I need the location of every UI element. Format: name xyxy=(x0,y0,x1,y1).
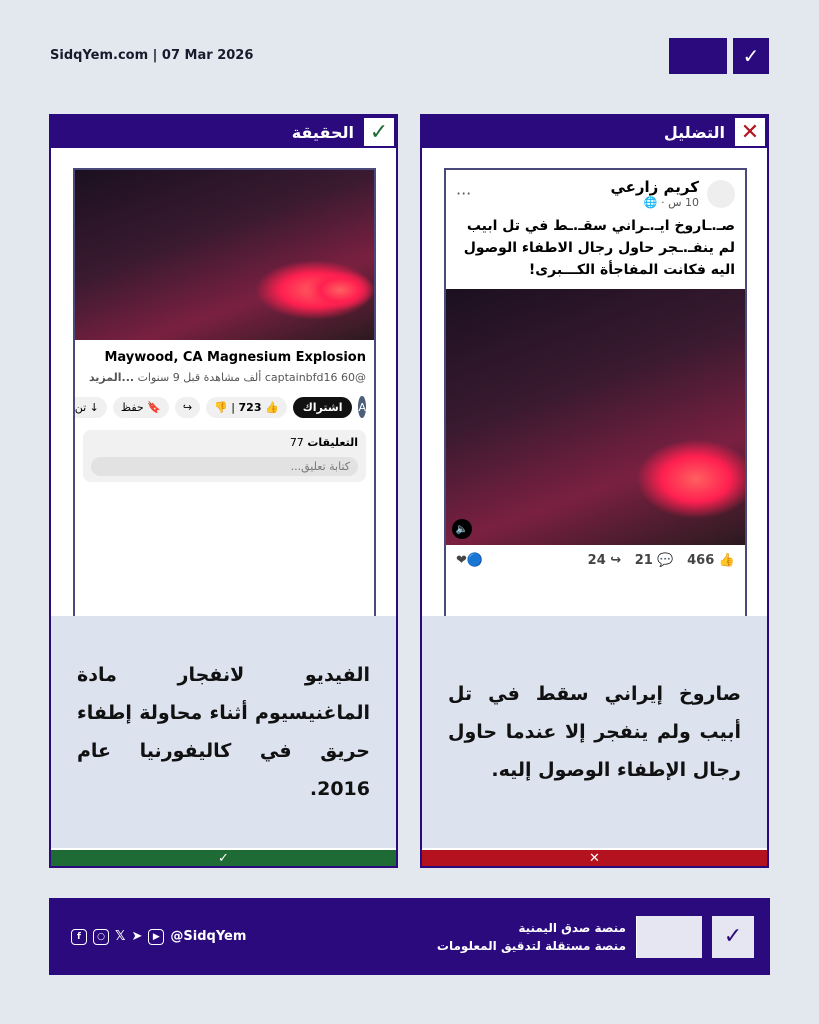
x-icon[interactable]: 𝕏 xyxy=(115,929,126,944)
check-icon: ✓ xyxy=(362,116,396,148)
like-button[interactable]: 👍 723 | 👎 xyxy=(206,397,287,418)
facebook-screenshot: كريم زارعي 10 س · 🌐 ··· صـ.ـاروخ ايـ.ـراني سقـ.ـط في تل ابيب لم ينفـ.ـجر حاول رجال الاطفاء الوصول اليه فكانت المفاجأة الكـــبرى! 🔈 ❤🔵 24 ↪ 21 💬 466 👍 xyxy=(444,168,747,626)
youtube-screenshot xyxy=(73,168,376,626)
post-video[interactable] xyxy=(446,289,745,545)
truth-caption: الفيديو لانفجار مادة الماغنيسيوم أثناء محاولة إطفاء حريق في كاليفورنيا عام 2016. xyxy=(51,616,396,848)
x-icon: ✕ xyxy=(733,116,767,148)
comments-section xyxy=(83,430,366,482)
post-text: صـ.ـاروخ ايـ.ـراني سقـ.ـط في تل ابيب لم ينفـ.ـجر حاول رجال الاطفاء الوصول اليه فكانت المفاجأة الكـــبرى! xyxy=(463,218,735,278)
post-time: 10 س · xyxy=(657,196,699,209)
check-icon: ✓ xyxy=(51,850,396,866)
channel-handle[interactable]: @captainbfd16 xyxy=(264,371,366,384)
truth-label: الحقيقة xyxy=(291,122,354,142)
comment-input[interactable]: كتابة تعليق... xyxy=(91,457,358,476)
site-date: SidqYem.com | 07 Mar 2026 xyxy=(50,48,254,63)
check-icon: ✓ xyxy=(733,38,769,74)
check-icon: ✓ xyxy=(712,916,754,958)
fake-caption: صاروخ إيراني سقط في تل أبيب ولم ينفجر إلا عندما حاول رجال الإطفاء الوصول إليه. xyxy=(422,616,767,848)
comment-count[interactable]: 21 xyxy=(634,553,653,568)
comments-count: 77 xyxy=(289,436,304,449)
more-link[interactable]: ...المزيد xyxy=(88,371,135,384)
instagram-icon[interactable]: ○ xyxy=(93,929,109,945)
facebook-icon[interactable]: f xyxy=(71,929,87,945)
brand-name: منصة صدق اليمنية xyxy=(518,920,626,935)
reactions-icon[interactable]: ❤🔵 xyxy=(456,553,484,568)
logo-mark xyxy=(636,916,702,958)
subscribe-button[interactable]: اشتراك xyxy=(293,397,353,418)
like-count: 723 xyxy=(238,400,262,414)
share-button[interactable]: ↪ xyxy=(175,397,200,418)
fake-panel xyxy=(420,114,769,868)
brand-tagline: منصة مستقلة لتدقيق المعلومات xyxy=(436,938,626,953)
fake-label: التضليل xyxy=(663,122,725,142)
share-count[interactable]: 24 xyxy=(587,553,606,568)
channel-avatar[interactable]: A xyxy=(358,396,366,418)
comments-label: التعليقات xyxy=(307,436,358,449)
video-meta: 60 ألف مشاهدة قبل 9 سنوات xyxy=(137,371,355,384)
brand-logo xyxy=(669,38,769,74)
download-button[interactable]: ↓ تن xyxy=(73,397,107,418)
footer xyxy=(49,898,770,975)
like-count[interactable]: 466 xyxy=(687,553,715,568)
truth-panel xyxy=(49,114,398,868)
x-icon: ✕ xyxy=(422,850,767,866)
author-avatar[interactable] xyxy=(707,180,735,208)
social-handle: @SidqYem xyxy=(170,929,247,944)
more-options-icon[interactable]: ··· xyxy=(456,184,472,203)
logo-mark xyxy=(669,38,727,74)
youtube-icon[interactable]: ▶ xyxy=(148,929,164,945)
author-name[interactable]: كريم زارعي xyxy=(610,178,699,196)
save-button[interactable]: 🔖 حفظ xyxy=(113,397,169,418)
telegram-icon[interactable]: ➤ xyxy=(131,929,143,944)
mute-icon[interactable]: 🔈 xyxy=(452,519,472,539)
video-title: Maywood, CA Magnesium Explosion xyxy=(104,350,366,365)
video-thumbnail xyxy=(75,170,374,340)
